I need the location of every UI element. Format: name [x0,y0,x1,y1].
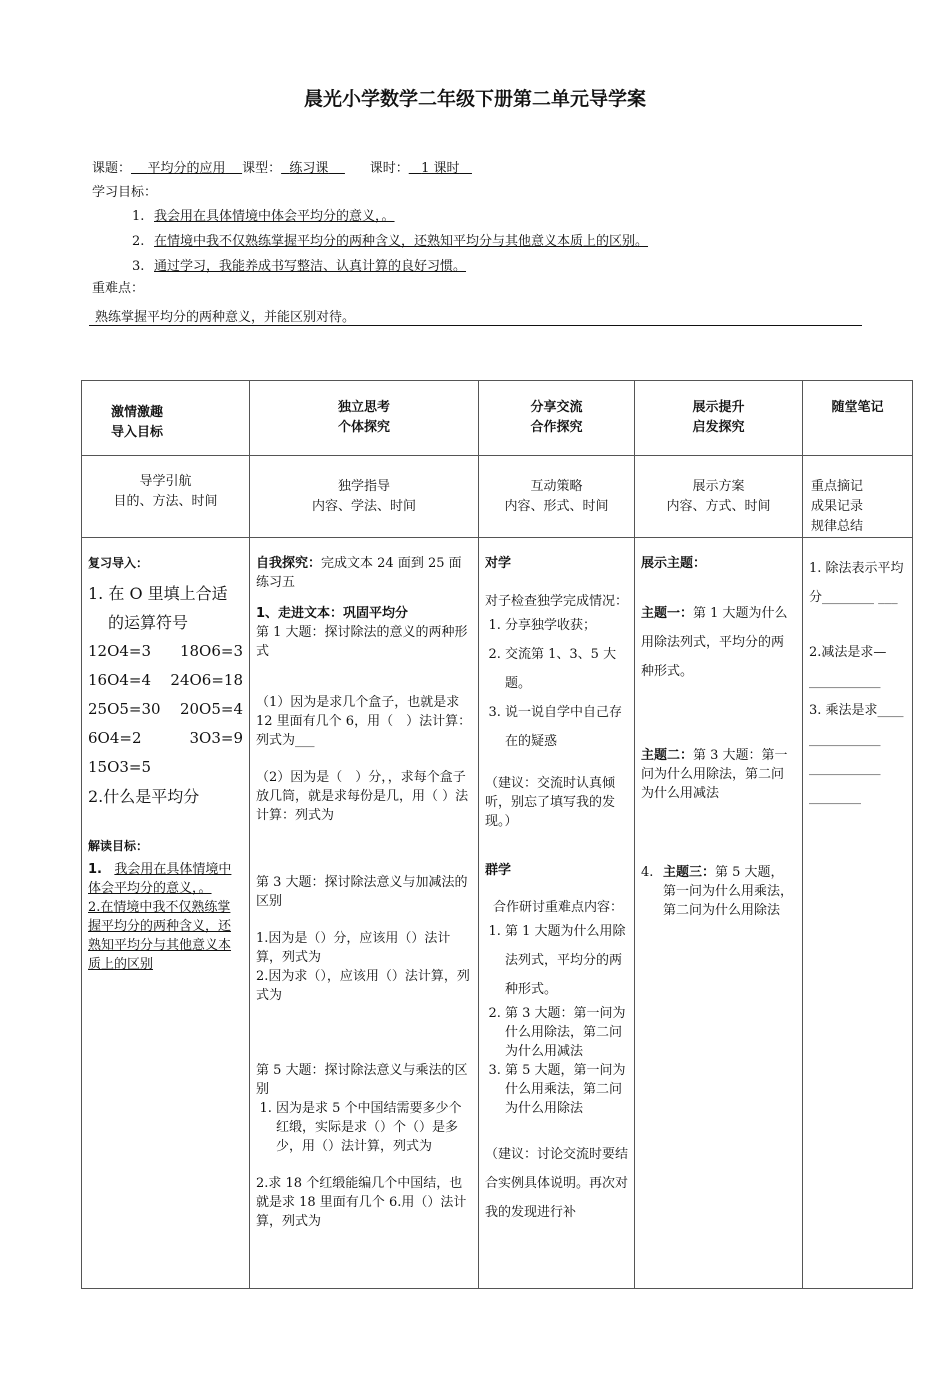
question-1-title: 第 1 大题：探讨除法的意义的两种形式 [256,625,468,659]
question-1-part-a: （1）因为是求几个盒子，也就是求 12 里面有几个 6，用（ ）法计算：列式为___ [256,695,472,748]
subheader-col-4: 展示方案 内容、方式、时间 [635,456,803,538]
equation-row: 16O4=4 24O6=18 [88,671,243,689]
key-points-text: 熟练掌握平均分的两种意义，并能区别对待。 [89,306,862,326]
pair-study-item: 1. 分享独学收获； [505,611,628,640]
group-study-title: 群学 [485,863,512,878]
subheader-col-3: 互动策略 内容、形式、时间 [479,456,635,538]
objective-item: 2. 在情境中我不仅熟练掌握平均分的两种含义，还熟知平均分与其他意义本质上的区别。 [132,234,649,249]
show-title: 展示主题： [641,556,707,571]
header-col-3: 分享交流 合作探究 [479,381,635,456]
equation-list [88,637,243,782]
topic-value: 平均分的应用 [147,161,226,176]
section-1-title: 1、走进文本：巩固平均分 [256,606,409,621]
objectives-label: 学习目标： [92,185,158,200]
header-col-2: 独立思考 个体探究 [250,381,479,456]
header-col-5: 随堂笔记 [803,381,913,456]
type-label: 课型： [242,161,282,176]
theme-2: 主题二：第 3 大题：第一问为什么用除法，第二问为什么用减法 [641,748,788,801]
pair-study-tip: （建议：交流时认真倾听，别忘了填写我的发现。） [485,776,616,829]
group-study-intro: 合作研讨重难点内容： [493,900,624,915]
question-5-list [256,1099,472,1156]
presentation-column [635,538,803,1289]
study-plan-table [81,380,913,1289]
review-question-2: 2.什么是平均分 [88,787,200,806]
pair-study-item: 2. 交流第 1、3、5 大题。 [505,640,628,698]
review-title: 复习导入： [88,556,149,570]
objective-item: 3. 通过学习，我能养成书写整洁、认真计算的良好习惯。 [132,259,467,274]
note-3: 3. 乘法是求____ ___________ ___________ ________ [809,703,904,805]
group-study-item: 2. 第 3 大题：第一问为什么用除法，第二问为什么用减法 [505,1004,628,1061]
page-title: 晨光小学数学二年级下册第二单元导学案 [303,88,646,110]
subheader-col-2: 独学指导 内容、学法、时间 [250,456,479,538]
key-points-label: 重难点： [92,281,145,296]
read-goal-2: 2.在情境中我不仅熟练掌握平均分的两种含义，还熟知平均分与其他意义本质上的区别 [88,900,232,972]
review-question-1: 1. 在 O 里填上合适的运算符号 [88,584,228,632]
objective-item: 1. 我会用在具体情境中体会平均分的意义，。 [132,209,395,224]
question-3-part-a: 1.因为是（）分，应该用（）法计算，列式为 [256,931,451,965]
pair-study-list [485,611,628,756]
pair-study-item: 3. 说一说自学中自己存在的疑惑 [505,698,628,756]
cooperation-column [479,538,635,1289]
question-3-title: 第 3 大题：探讨除法意义与加减法的区别 [256,875,468,909]
equation-row: 25O5=30 20O5=4 [88,700,243,718]
subheader-col-5: 重点摘记 成果记录 规律总结 [803,456,913,538]
equation-row: 12O4=3 18O6=3 [88,642,243,660]
topic-label: 课题： [92,161,132,176]
notes-column [803,538,913,1289]
group-study-tip: （建议：讨论交流时要结合实例具体说明。再次对我的发现进行补 [485,1147,629,1220]
question-1-part-b: （2）因为是（ ）分，，求每个盒子放几筒，就是求每份是几，用（ ）法计算：列式为 [256,770,469,823]
note-2: 2.减法是求—___________ [809,645,887,689]
question-3-part-b: 2.因为求（），应该用（）法计算，列式为 [256,969,470,1003]
question-5-part-a: 1. 因为是求 5 个中国结需要多少个红缎，实际是求（）个（）是多少，用（）法计算，列式为 [276,1099,472,1156]
subheader-col-1: 导学引航 目的、方法、时间 [82,456,250,538]
equation-row: 15O3=5 [88,758,152,776]
self-study-column [250,538,479,1289]
pair-study-title: 对学 [485,556,512,571]
read-goals-title: 解读目标： [88,839,149,853]
theme-1: 主题一：第 1 大题为什么用除法列式，平均分的两种形式。 [641,606,788,679]
header-col-4: 展示提升 启发探究 [635,381,803,456]
note-1: 1. 除法表示平均分________ ___ [809,561,904,605]
group-study-item: 1. 第 1 大题为什么用除法列式，平均分的两种形式。 [505,917,628,1004]
question-5-title: 第 5 大题：探讨除法意义与乘法的区别 [256,1063,468,1097]
equation-row: 6O4=2 3O3=9 [88,729,243,747]
group-study-list [485,917,628,1118]
hours-value: 1 课时 [421,161,460,176]
hours-label: 课时： [369,161,409,176]
lesson-meta [92,157,472,176]
theme-3: 4. 主题三：第 5 大题，第一问为什么用乘法，第二问为什么用除法 [641,865,794,918]
pair-study-intro: 对子检查独学完成情况： [485,594,629,609]
read-goal-1: 1. 我会用在具体情境中体会平均分的意义，。 [88,862,232,896]
self-study-intro: 自我探究：完成文本 24 面到 25 面练习五 [256,556,462,590]
group-study-item: 3. 第 5 大题，第一问为什么用乘法，第二问为什么用除法 [505,1061,628,1118]
header-col-1: 激情激趣 导入目标 [82,381,250,456]
type-value: 练习课 [289,161,329,176]
question-5-part-b: 2.求 18 个红缎能编几个中国结，也就是求 18 里面有几个 6.用（）法计算，列式为 [256,1176,467,1229]
review-column [82,538,250,1289]
